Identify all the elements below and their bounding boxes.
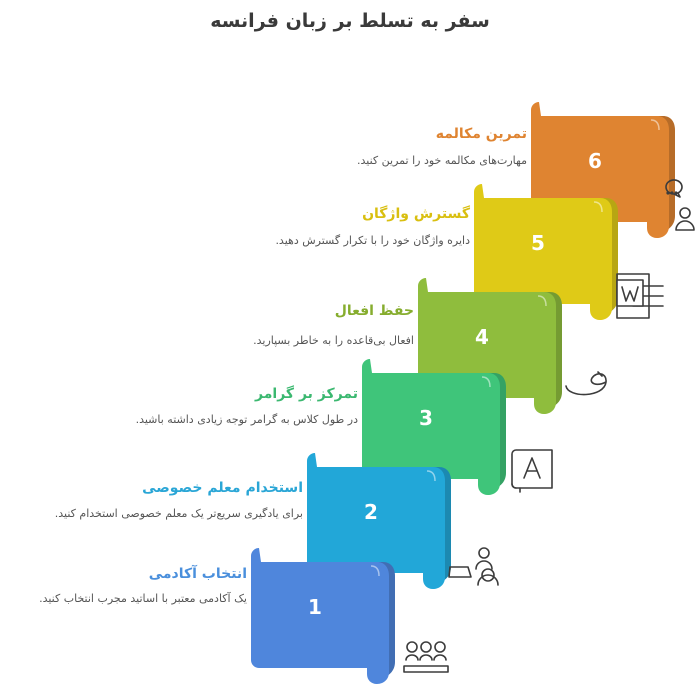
diagram-title: سفر به تسلط بر زبان فرانسه: [210, 10, 490, 32]
step-title: استخدام معلم خصوصی: [142, 480, 303, 496]
arabic-letter-icon: [566, 372, 606, 395]
step-description: دایره واژگان خود را با تکرار گسترش دهید.: [275, 234, 470, 247]
step-title: انتخاب آکادمی: [148, 566, 247, 582]
step-description: در طول کلاس به گرامر توجه زیادی داشته باشید.: [135, 413, 358, 426]
step-description: افعال بی‌قاعده را به خاطر بسپارید.: [253, 334, 414, 347]
people-at-table-icon: [404, 642, 448, 672]
step-description: مهارت‌های مکالمه خود را تمرین کنید.: [357, 154, 527, 167]
tutoring-icon: [449, 548, 498, 585]
step-number: 3: [419, 406, 433, 430]
step-card-1: [251, 548, 395, 684]
step-title: تمرین مکالمه: [435, 126, 527, 142]
step-number: 4: [475, 325, 489, 349]
step-number: 2: [364, 500, 378, 524]
step-description: یک آکادمی معتبر با اساتید مجرب انتخاب کنید.: [39, 592, 247, 605]
step-title: گسترش واژگان: [362, 206, 470, 222]
step-title: تمرکز بر گرامر: [255, 386, 358, 402]
step-title: حفظ افعال: [334, 303, 414, 319]
step-description: برای یادگیری سریع‌تر یک معلم خصوصی استخدام کنید.: [54, 507, 303, 520]
step-number: 6: [588, 149, 602, 173]
step-number: 5: [531, 231, 545, 255]
step-number: 1: [308, 595, 322, 619]
word-document-icon: [617, 274, 663, 318]
grammar-book-icon: [512, 450, 552, 492]
